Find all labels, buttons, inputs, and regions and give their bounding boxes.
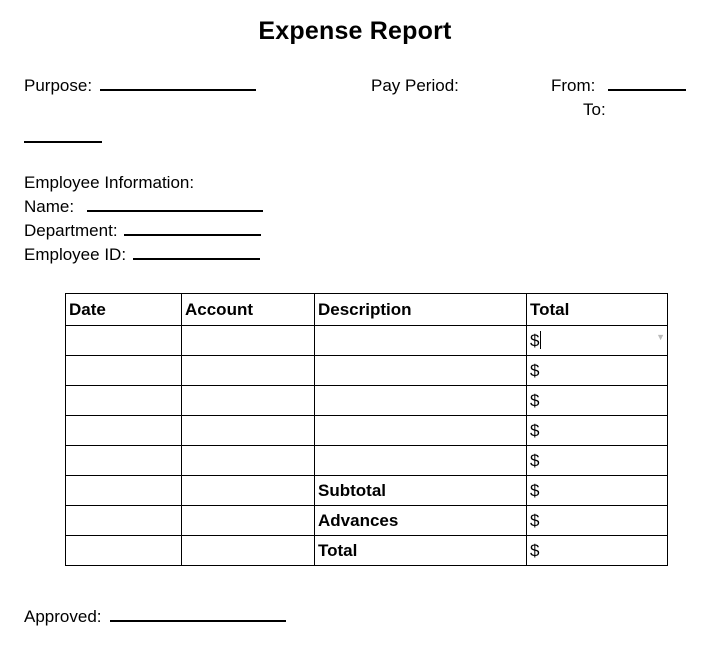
advances-label: Advances: [315, 506, 527, 536]
account-cell[interactable]: [182, 446, 315, 476]
total-row: [66, 536, 668, 566]
name-row: [24, 197, 263, 217]
name-label: Name:: [24, 197, 75, 216]
total-cell-active[interactable]: [527, 326, 668, 356]
total-cell[interactable]: $: [527, 446, 668, 476]
purpose-line[interactable]: [100, 89, 256, 91]
subtotal-row: [66, 476, 668, 506]
advances-cell[interactable]: $: [527, 506, 668, 536]
department-row: [24, 221, 261, 241]
total-cell[interactable]: $: [527, 416, 668, 446]
description-cell[interactable]: [315, 386, 527, 416]
expense-table: [65, 293, 668, 566]
approved-row: [24, 607, 286, 627]
total-cell[interactable]: $: [527, 356, 668, 386]
date-cell[interactable]: [66, 506, 182, 536]
text-cursor: [540, 331, 541, 349]
to-line[interactable]: [24, 141, 102, 143]
total-cell[interactable]: $: [527, 386, 668, 416]
from-row: [551, 76, 686, 96]
account-cell[interactable]: [182, 536, 315, 566]
column-header-date: Date: [66, 294, 182, 326]
description-cell[interactable]: [315, 416, 527, 446]
purpose-label: Purpose:: [24, 76, 93, 95]
employee-id-line[interactable]: [133, 258, 260, 260]
grand-total-cell[interactable]: $: [527, 536, 668, 566]
date-cell[interactable]: [66, 356, 182, 386]
employee-id-label: Employee ID:: [24, 245, 127, 264]
table-row: [66, 356, 668, 386]
table-row: [66, 446, 668, 476]
employee-id-row: [24, 245, 260, 265]
table-header-row: [66, 294, 668, 326]
from-line[interactable]: [608, 89, 686, 91]
account-cell[interactable]: [182, 506, 315, 536]
description-cell[interactable]: [315, 326, 527, 356]
account-cell[interactable]: [182, 476, 315, 506]
department-label: Department:: [24, 221, 118, 240]
table-row: [66, 386, 668, 416]
table-row: [66, 326, 668, 356]
subtotal-cell[interactable]: $: [527, 476, 668, 506]
column-header-account: Account: [182, 294, 315, 326]
date-cell[interactable]: [66, 416, 182, 446]
total-label: Total: [315, 536, 527, 566]
date-cell[interactable]: [66, 326, 182, 356]
account-cell[interactable]: [182, 326, 315, 356]
account-cell[interactable]: [182, 416, 315, 446]
table-row: [66, 416, 668, 446]
purpose-row: [24, 76, 256, 96]
chevron-down-icon[interactable]: ▼: [656, 332, 665, 342]
department-line[interactable]: [124, 234, 261, 236]
account-cell[interactable]: [182, 356, 315, 386]
description-cell[interactable]: [315, 356, 527, 386]
document-title: Expense Report: [258, 17, 452, 45]
approved-line[interactable]: [110, 620, 286, 622]
date-cell[interactable]: [66, 476, 182, 506]
advances-row: [66, 506, 668, 536]
account-cell[interactable]: [182, 386, 315, 416]
column-header-total: Total: [527, 294, 668, 326]
pay-period-label: Pay Period:: [371, 76, 459, 95]
total-cell-value: $: [530, 330, 540, 350]
from-label: From:: [551, 76, 596, 95]
employee-info-label: Employee Information:: [24, 173, 195, 192]
column-header-description: Description: [315, 294, 527, 326]
date-cell[interactable]: [66, 536, 182, 566]
name-line[interactable]: [87, 210, 263, 212]
description-cell[interactable]: [315, 446, 527, 476]
to-label: To:: [583, 100, 606, 119]
subtotal-label: Subtotal: [315, 476, 527, 506]
date-cell[interactable]: [66, 446, 182, 476]
date-cell[interactable]: [66, 386, 182, 416]
approved-label: Approved:: [24, 607, 102, 626]
